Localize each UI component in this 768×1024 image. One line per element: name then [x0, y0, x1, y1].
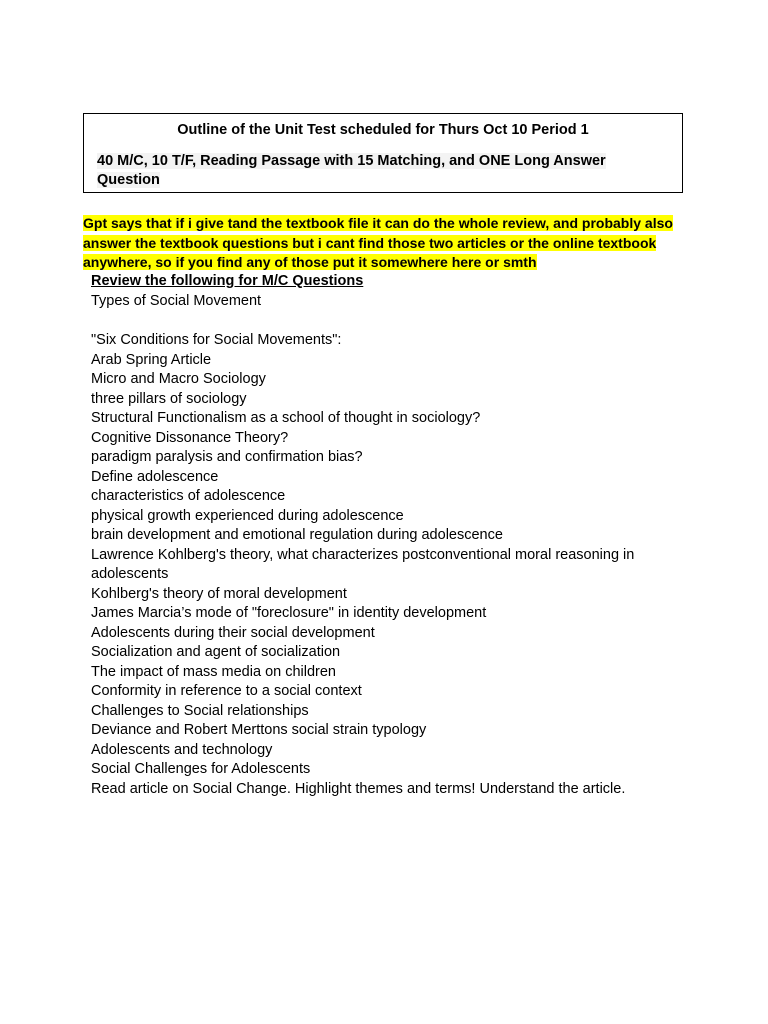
outline-details: [97, 152, 657, 190]
review-item: Kohlberg's theory of moral development: [91, 585, 347, 602]
review-item: Structural Functionalism as a school of thought in sociology?: [91, 410, 481, 426]
review-item: Read article on Social Change. Highlight themes and terms! Understand the article.: [91, 780, 626, 797]
review-item: Deviance and Robert Merttons social strain typology: [91, 722, 427, 738]
review-item: "Six Conditions for Social Movements":: [91, 332, 342, 348]
review-item: three pillars of sociology: [91, 390, 247, 407]
review-item: Cognitive Dissonance Theory?: [91, 429, 289, 446]
review-item: Challenges to Social relationships: [91, 702, 309, 719]
review-item: James Marcia’s mode of "foreclosure" in identity development: [91, 605, 487, 621]
review-item: Lawrence Kohlberg's theory, what characterizes postconventional moral reasoning in adolescents: [91, 546, 635, 582]
review-item: Social Challenges for Adolescents: [91, 761, 311, 777]
review-item: [91, 312, 691, 332]
outline-title: Outline of the Unit Test scheduled for Thurs Oct 10 Period 1: [177, 122, 589, 138]
review-item: Arab Spring Article: [91, 351, 212, 368]
review-item: characteristics of adolescence: [91, 488, 286, 504]
review-item: Types of Social Movement: [91, 293, 262, 309]
highlighted-note: [83, 214, 683, 273]
review-item: Socialization and agent of socialization: [91, 644, 341, 660]
review-item: The impact of mass media on children: [91, 663, 336, 680]
review-item: Adolescents during their social development: [91, 624, 375, 641]
review-item: Define adolescence: [91, 468, 219, 485]
review-item: Micro and Macro Sociology: [91, 371, 266, 387]
test-outline-box: [83, 113, 683, 193]
review-item: Adolescents and technology: [91, 741, 273, 758]
review-heading: Review the following for M/C Questions: [91, 273, 364, 289]
outline-details-text: 40 M/C, 10 T/F, Reading Passage with 15 Matching, and ONE Long Answer Question: [97, 153, 606, 188]
review-list: [91, 292, 691, 799]
review-item: Conformity in reference to a social context: [91, 683, 362, 699]
review-item: paradigm paralysis and confirmation bias?: [91, 449, 363, 465]
review-item: physical growth experienced during adolescence: [91, 507, 404, 524]
highlighted-note-text: Gpt says that if i give tand the textbook file it can do the whole review, and probably also answer the textbook questions but i cant find those two articles or the online textbook anywhere, so if you find any of those put it somewhere here or smth: [83, 215, 673, 270]
review-item: brain development and emotional regulation during adolescence: [91, 527, 503, 543]
